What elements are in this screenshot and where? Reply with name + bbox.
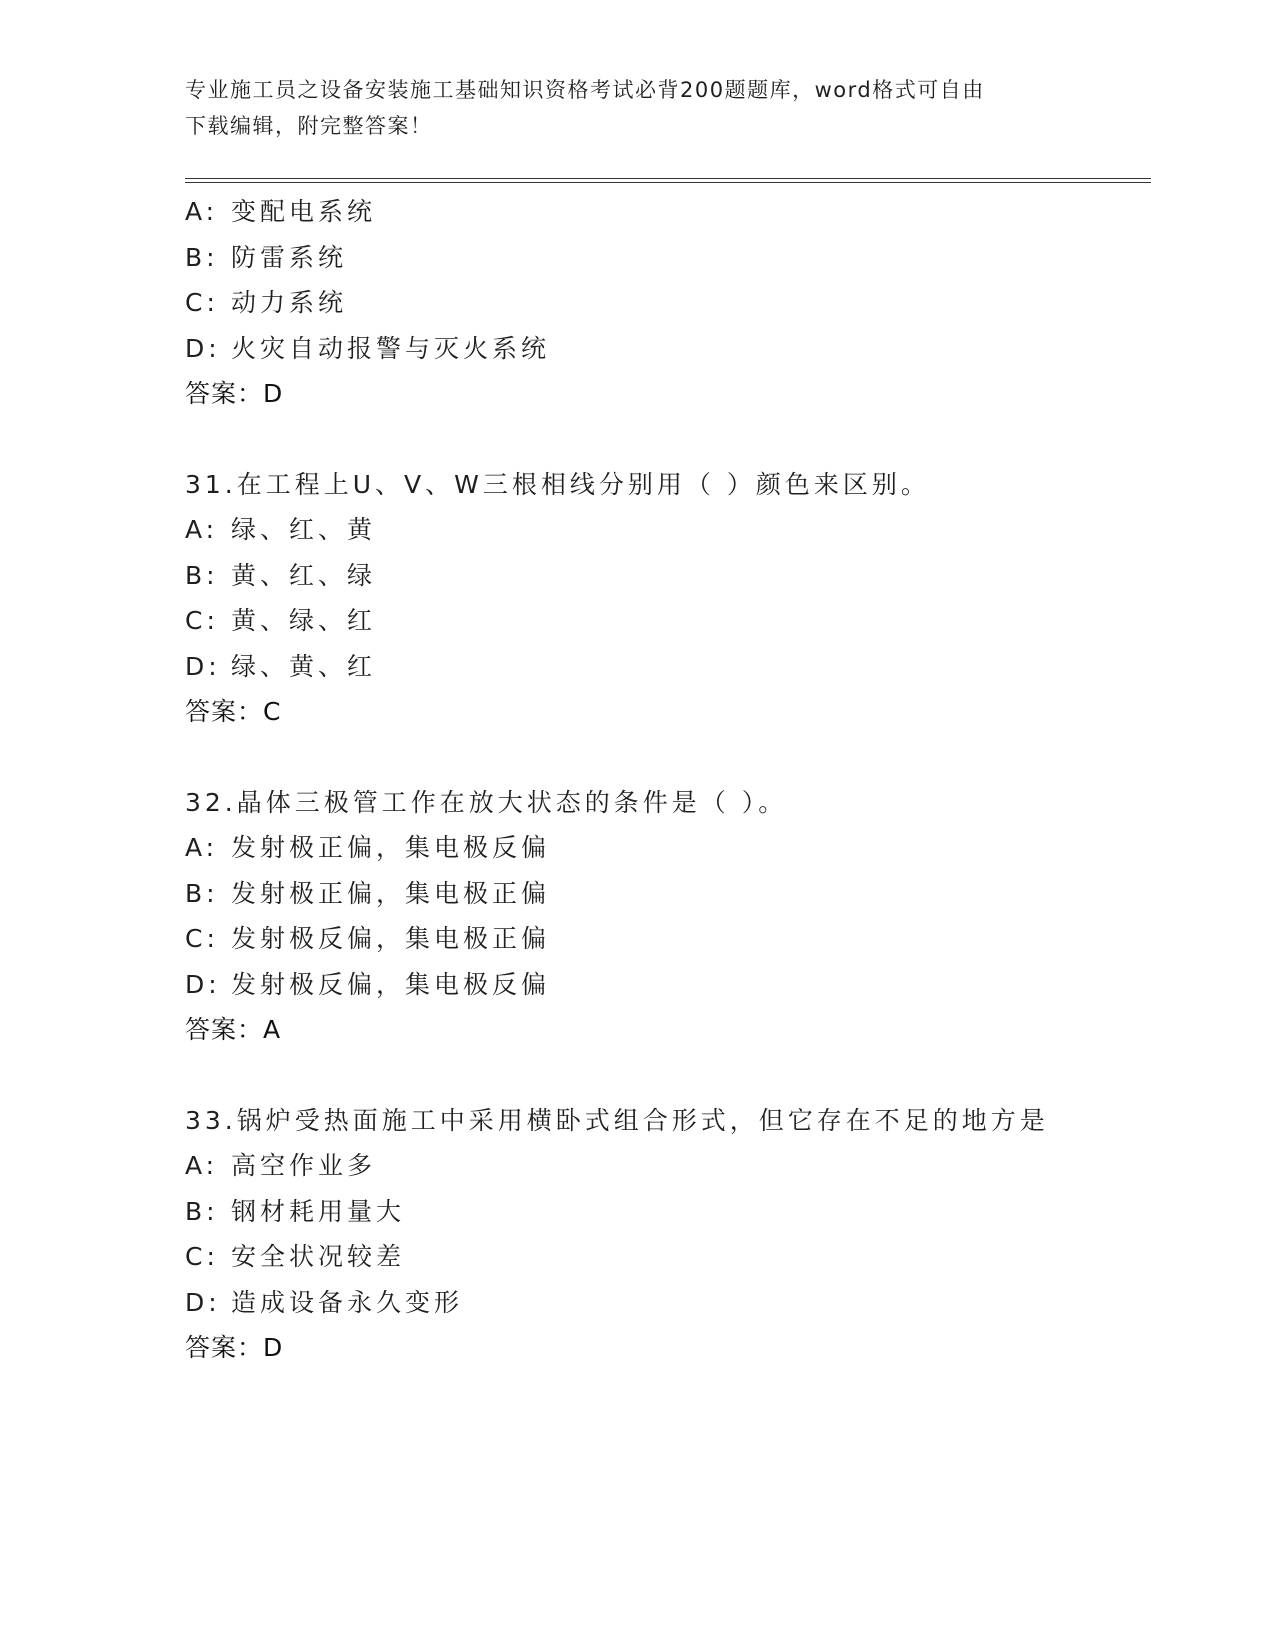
answer-line [185,689,1145,735]
option-text: 防雷系统 [231,242,348,272]
option-text: 发射极反偏，集电极反偏 [231,969,551,999]
block-spacer [185,1053,1145,1098]
option-row [185,280,1145,326]
option-label: C: [185,606,219,635]
option-text: 发射极反偏，集电极正偏 [231,924,551,953]
answer-value: A [263,1015,282,1044]
option-row [185,825,1145,871]
answer-prefix: 答案： [185,1333,264,1362]
option-label: C: [185,924,219,953]
option-text: 黄、绿、红 [231,606,377,635]
option-label: D: [185,651,221,681]
option-label: A: [185,197,219,226]
question-text: 33.锅炉受热面施工中采用横卧式组合形式，但它存在不足的地方是 [185,1105,1049,1135]
question-text: 32.晶体三极管工作在放大状态的条件是（ ）。 [185,787,788,817]
option-label: C: [185,1242,219,1271]
option-row [185,916,1145,962]
question-block [185,189,1145,417]
question-text: 31.在工程上U、V、W三根相线分别用（ ）颜色来区别。 [185,469,930,499]
option-row [185,1143,1145,1189]
question-block [185,735,1145,1053]
option-row [185,553,1145,599]
option-row [185,598,1145,644]
option-label: B: [185,560,219,590]
option-row [185,1280,1145,1326]
option-text: 安全状况较差 [231,1242,406,1271]
block-spacer [185,417,1145,462]
option-label: D: [185,969,221,999]
option-label: B: [185,1196,219,1226]
option-label: B: [185,878,219,908]
answer-prefix: 答案： [185,1015,264,1044]
answer-line [185,1325,1145,1371]
option-row [185,235,1145,281]
option-row [185,1234,1145,1280]
answer-line [185,371,1145,417]
document-header [185,72,1085,144]
option-label: D: [185,333,221,363]
option-row [185,507,1145,553]
header-divider-bottom [185,182,1151,183]
answer-value: D [263,379,284,408]
option-label: D: [185,1287,221,1317]
option-text: 发射极正偏，集电极正偏 [231,878,551,908]
option-row [185,326,1145,372]
option-text: 高空作业多 [231,1151,377,1180]
header-title-line-1: 专业施工员之设备安装施工基础知识资格考试必背200题题库，word格式可自由 [185,78,985,102]
block-spacer [185,735,1145,780]
option-text: 黄、红、绿 [231,560,377,590]
option-label: A: [185,833,219,862]
question-block [185,417,1145,735]
option-text: 绿、黄、红 [231,651,377,681]
answer-value: D [263,1333,284,1362]
option-label: C: [185,288,219,317]
option-row [185,189,1145,235]
option-text: 发射极正偏，集电极反偏 [231,833,551,862]
question-block [185,1053,1145,1371]
answer-value: C [263,697,282,726]
option-row [185,1189,1145,1235]
option-label: B: [185,242,219,272]
question-list [185,189,1145,1371]
option-row [185,871,1145,917]
option-label: A: [185,1151,219,1180]
option-row [185,644,1145,690]
header-title-line-2: 下载编辑，附完整答案！ [185,114,433,138]
answer-prefix: 答案： [185,697,264,726]
option-text: 造成设备永久变形 [231,1287,464,1317]
answer-prefix: 答案： [185,379,264,408]
option-text: 动力系统 [231,288,348,317]
option-label: A: [185,515,219,544]
option-text: 钢材耗用量大 [231,1196,406,1226]
answer-line [185,1007,1145,1053]
option-text: 变配电系统 [231,197,377,226]
option-text: 绿、红、黄 [231,515,377,544]
option-row [185,962,1145,1008]
option-text: 火灾自动报警与灭火系统 [231,333,551,363]
header-divider-top [185,178,1151,179]
